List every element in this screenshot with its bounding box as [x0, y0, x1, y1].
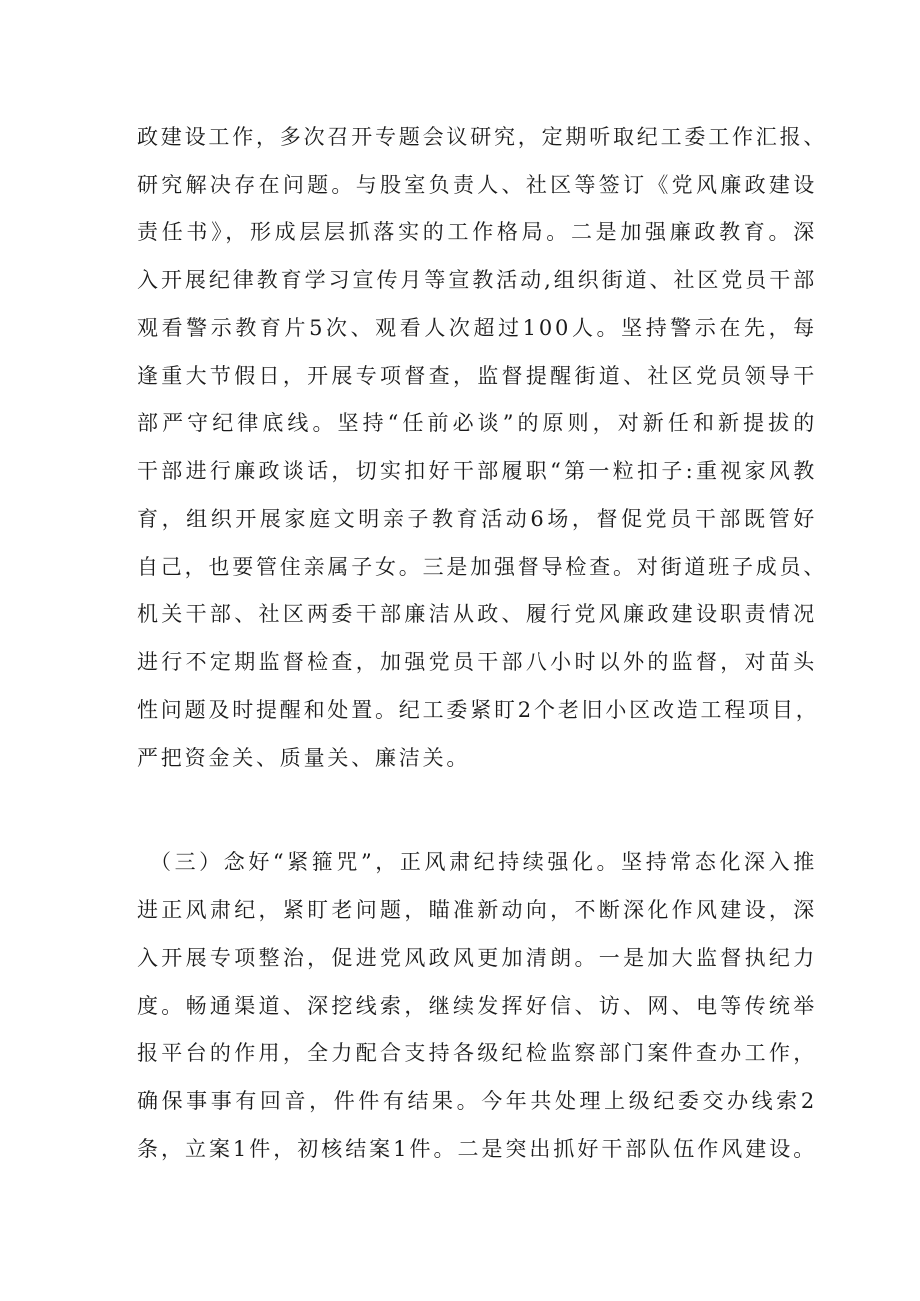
text-line: 责任书》，形成层层抓落实的工作格局。二是加强廉政教育。深	[137, 220, 817, 244]
text-line: 政建设工作，多次召开专题会议研究，定期听取纪工委工作汇报、	[137, 125, 828, 149]
text-line: 自己，也要管住亲属子女。三是加强督导检查。对街道班子成员、	[137, 555, 828, 579]
text-line: 观看警示教育片5次、观看人次超过100人。坚持警示在先，每	[137, 316, 817, 340]
text-line: 条，立案1件，初核结案1件。二是突出抓好干部队伍作风建设。	[137, 1137, 817, 1161]
text-line: 入开展纪律教育学习宣传月等宣教活动,组织街道、社区党员干部	[137, 268, 817, 292]
text-line: 度。畅通渠道、深挖线索，继续发挥好信、访、网、电等传统举	[137, 994, 817, 1018]
text-line: 严把资金关、质量关、廉洁关。	[137, 746, 471, 770]
text-line: 部严守纪律底线。坚持“任前必谈”的原则，对新任和新提拔的	[137, 411, 817, 435]
text-line: 确保事事有回音，件件有结果。今年共处理上级纪委交办线索2	[137, 1089, 817, 1113]
text-line: 入开展专项整治，促进党风政风更加清朗。一是加大监督执纪力	[137, 946, 817, 970]
text-line: 报平台的作用，全力配合支持各级纪检监察部门案件查办工作，	[137, 1041, 817, 1065]
section-heading-line: （三）念好“紧箍咒”，正风肃纪持续强化。坚持常态化深入推	[150, 850, 817, 874]
text-line: 干部进行廉政谈话，切实扣好干部履职“第一粒扣子:重视家风教	[137, 459, 817, 483]
text-line: 性问题及时提醒和处置。纪工委紧盯2个老旧小区改造工程项目，	[137, 698, 820, 722]
text-line: 进行不定期监督检查，加强党员干部八小时以外的监督，对苗头	[137, 650, 817, 674]
text-line: 育，组织开展家庭文明亲子教育活动6场，督促党员干部既管好	[137, 507, 817, 531]
text-line: 研究解决存在问题。与股室负责人、社区等签订《党风廉政建设	[137, 173, 817, 197]
text-line: 进正风肃纪，紧盯老问题，瞄准新动向，不断深化作风建设，深	[137, 898, 817, 922]
text-line: 逢重大节假日，开展专项督查，监督提醒街道、社区党员领导干	[137, 364, 817, 388]
text-line: 机关干部、社区两委干部廉洁从政、履行党风廉政建设职责情况	[137, 602, 817, 626]
